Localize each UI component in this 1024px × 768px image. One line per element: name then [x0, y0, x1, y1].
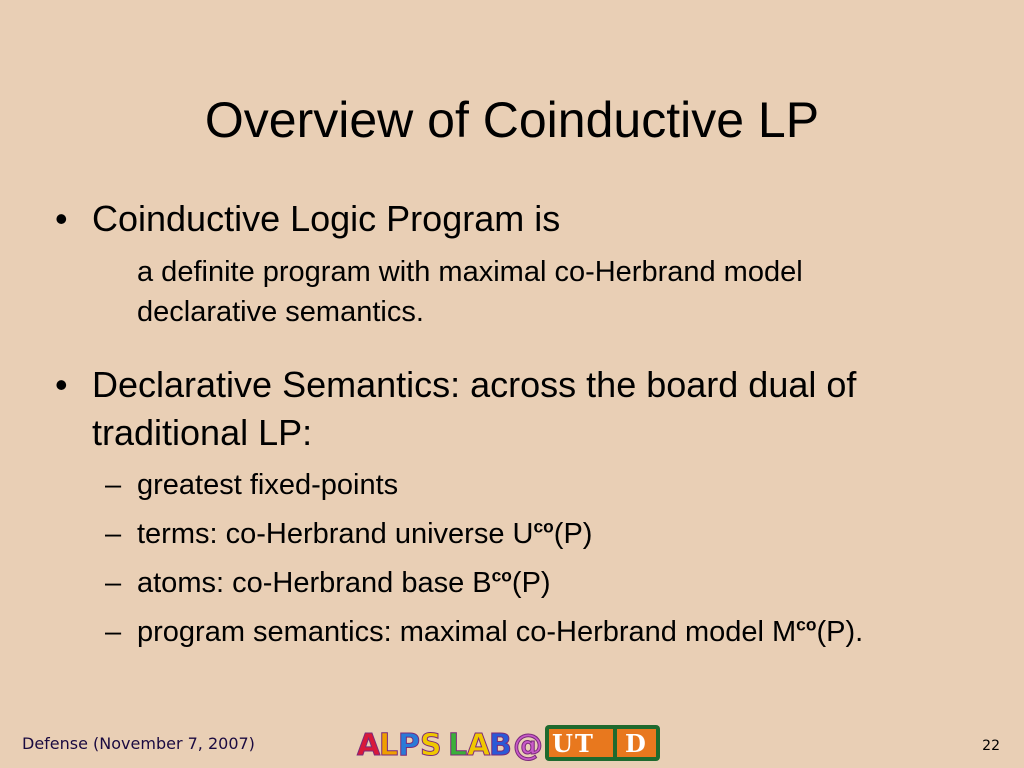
- svg-text:P: P: [398, 728, 420, 763]
- svg-text:A: A: [357, 728, 381, 763]
- sub-bullet-dash: –: [105, 616, 122, 648]
- superscript-co: co: [796, 614, 817, 635]
- sub-bullet-3: [137, 563, 551, 603]
- bullet-1-text: Coinductive Logic Program is: [92, 198, 561, 239]
- sub-bullet-3-text: atoms: co-Herbrand base B: [137, 567, 492, 599]
- bullet-2-line-2: traditional LP:: [92, 412, 313, 453]
- superscript-co: co: [491, 565, 512, 586]
- bullet-dot: •: [55, 198, 68, 239]
- svg-text:L: L: [379, 728, 399, 763]
- bullet-dot: •: [55, 364, 68, 405]
- sub-bullet-2: [137, 514, 592, 554]
- slide-title: Overview of Coinductive LP: [204, 92, 820, 148]
- sub-bullet-4-text: program semantics: maximal co-Herbrand model M: [137, 616, 797, 648]
- superscript-co: co: [533, 516, 554, 537]
- sub-bullet-4-suffix: (P).: [816, 616, 864, 648]
- sub-bullet-1-text: greatest fixed-points: [137, 469, 399, 501]
- sub-bullet-3-suffix: (P): [511, 567, 551, 599]
- bullet-2-line-1: Declarative Semantics: across the board dual of: [92, 364, 857, 405]
- svg-text:D: D: [625, 729, 646, 758]
- sub-bullet-2-text: terms: co-Herbrand universe U: [137, 518, 534, 550]
- page-number: 22: [982, 738, 1000, 754]
- svg-text:@: @: [513, 728, 543, 763]
- svg-text:T: T: [575, 729, 593, 758]
- alps-lab-utd-logo: [345, 722, 665, 764]
- svg-text:L: L: [448, 728, 468, 763]
- sub-bullet-dash: –: [105, 469, 122, 501]
- sub-bullet-4: [137, 612, 863, 652]
- svg-text:S: S: [420, 728, 442, 763]
- svg-text:B: B: [489, 728, 512, 763]
- sub-bullet-1: [137, 465, 398, 505]
- bullet-1-continuation-2: declarative semantics.: [137, 296, 424, 328]
- sub-bullet-2-suffix: (P): [553, 518, 593, 550]
- svg-text:A: A: [467, 728, 491, 763]
- sub-bullet-dash: –: [105, 518, 122, 550]
- svg-text:U: U: [552, 729, 573, 758]
- bullet-1-continuation-1: a definite program with maximal co-Herbrand model: [137, 256, 803, 288]
- sub-bullet-dash: –: [105, 567, 122, 599]
- footer-date: Defense (November 7, 2007): [22, 734, 255, 753]
